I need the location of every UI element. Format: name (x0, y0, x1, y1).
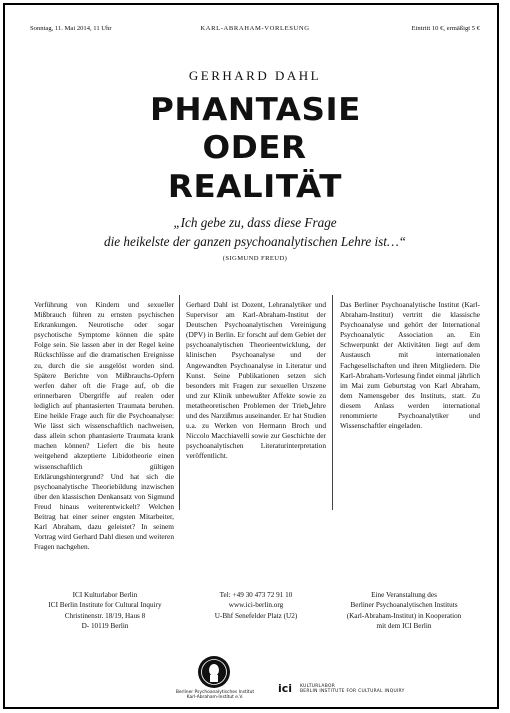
ici-logo (278, 684, 408, 704)
organizer-line: (Karl-Abraham-Institut) in Kooperation (346, 611, 462, 620)
institute-column: Das Berliner Psychoanalytische Institut (Karl-Abraham-Institut) vertritt die klassische Psychoanalyse und gehört der International Psychoanalytic Association an. Ein Schwerpunkt der Aktivitäten liegt auf dem Austausch mit internationalen Fachgesellschaften und ihren Mitgliedern. Die Karl-Abraham-Vorlesung findet einmal jährlich im Mai zum Geburtstag von Karl Abraham, dem Namensgeber des Instituts, statt. Zu diesem Anlass werden international renommierte Psychoanalytiker und Wissenschaftler eingeladen. (340, 300, 480, 431)
venue-address (25, 590, 185, 632)
lecture-series: KARL-ABRAHAM-VORLESUNG (200, 25, 310, 32)
website-link[interactable]: www.ici-berlin.org (228, 601, 284, 610)
admission-price: Eintritt 10 €, ermäßigt 5 € (411, 25, 480, 32)
organizer-line: mit dem ICI Berlin (376, 622, 432, 631)
venue-line: ICI Berlin Institute for Cultural Inquiry (48, 601, 162, 610)
ici-line-2: BERLIN INSTITUTE FOR CULTURAL INQUIRY (300, 689, 405, 695)
event-header (30, 25, 480, 37)
transit-info: U-Bhf Senefelder Platz (U2) (214, 611, 298, 620)
venue-line: ICI Kulturlabor Berlin (72, 591, 138, 599)
organizer-line: Berliner Psychoanalytischen Instituts (350, 601, 458, 610)
speaker-name: GERHARD DAHL (188, 68, 322, 83)
title-line-2: ODER (202, 130, 308, 166)
event-date: Sonntag, 11. Mai 2014, 11 Uhr (30, 25, 112, 32)
title-line-3: REALITÄT (167, 169, 343, 205)
column-divider-2 (332, 295, 333, 510)
quote-source: (SIGMUND FREUD) (222, 255, 288, 262)
abstract-column: Verführung von Kindern und sexueller Mißbrauch führen zu ernsten psychischen Erkrankungen. Neurotische oder sogar psychotische Symptome können die späte Folge sein. Sie lassen aber in der Regel keine Rückschlüsse auf die dramatischen Ereignisse zu, durch die sie ausgelöst worden sind. Spätere Berichte von Mißbrauchs-Opfern werfen daher oft die Frage auf, ob die erinnerbaren Übergriffe auf realen oder lediglich auf phantasierten Traumata beruhen. Eine heikle Frage auch für die Psychoanalyse: Wie lässt sich wissenschaftlich nachweisen, dass allein schon phantasierte Traumata krank machen können? Liefert die bis heute weitgehend akzeptierte Libidotheorie einen wissenschaftlich gültigen Erklärungshintergrund? Und hat sich die psychoanalytische Theoriebildung inzwischen über den klassischen Denkansatz von Sigmund Freud hinaus weiterentwickelt? Welchen Beitrag hat einer seiner engsten Mitarbeiter, Karl Abraham, dazu geleistet? In seinem Vortrag wird Gerhard Dahl diesen und weiteren Fragen nachgehen. (34, 300, 174, 552)
venue-line: Christinenstr. 18/19, Haus 8 (64, 611, 146, 620)
quote-line-2: die heikelste der ganzen psychoanalytischen Lehre ist…“ (103, 234, 407, 249)
column-divider-1 (179, 295, 180, 510)
organizer-line: Eine Veranstaltung des (371, 591, 437, 599)
quote-line-1: „Ich gebe zu, dass diese Frage (173, 215, 337, 230)
phone-number: Tel: +49 30 473 72 91 10 (219, 591, 293, 599)
title-line-1: PHANTASIE (149, 92, 361, 128)
freud-quote (0, 213, 510, 251)
speaker-bio-column: Gerhard Dahl ist Dozent, Lehranalytiker und Supervisor am Karl-Abraham-Institut der Deutschen Psychoanalytischen Vereinigung (DPV) in Berlin. Er forscht auf dem Gebiet der psychoanalytischen Theorieentwicklung, der klinischen Psychoanalyse und der Angewandten Psychoanalyse in Literatur und Kunst. Seine Publikationen setzen sich besonders mit Fragen zur sexuellen Urszene und zur Klinik unbewußter Affekte sowie zu metatheoretischen Problemen der Triebلehre und des Narzißmus auseinander. Er hat Studien u.a. zu Werken von Hermann Broch und Niccolo Macchiavelli sowie zur Geschichte der psychoanalytischen Literaturinterpretation veröffentlicht. (186, 300, 326, 461)
bpi-logo (150, 655, 280, 703)
bpi-emblem-icon (192, 655, 236, 689)
venue-contact (176, 590, 336, 621)
organizer-info (324, 590, 484, 632)
ici-line-1: KULTURLABOR (300, 684, 336, 689)
ici-mark: ici (278, 682, 293, 695)
bpi-name: Berliner Psychoanalytisches Institut (175, 690, 255, 695)
venue-line: D- 10119 Berlin (81, 622, 129, 631)
bpi-subname: Karl-Abraham-Institut e.V. (186, 695, 244, 701)
